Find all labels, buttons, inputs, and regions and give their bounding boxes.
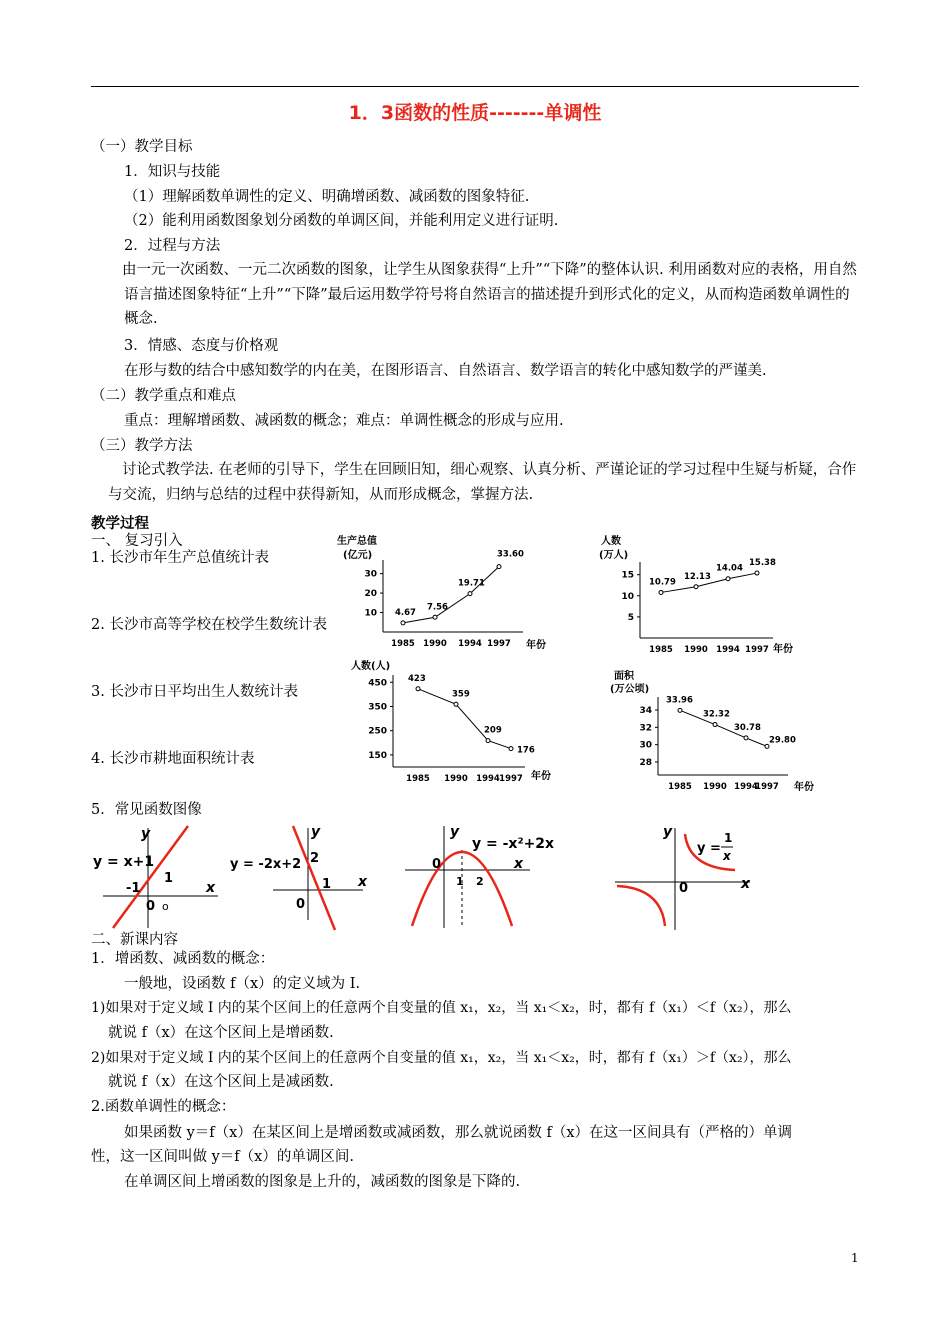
chart-gdp-point-1 — [433, 615, 437, 619]
chart-births-point-1 — [454, 702, 458, 706]
header-rule — [91, 86, 859, 87]
goal-3-text: 在形与数的结合中感知数学的内在美，在图形语言、自然语言、数学语言的转化中感知数学的严谨美. — [124, 363, 767, 379]
chart-births-point-2 — [486, 739, 490, 743]
chart-farmland-xtick-label-1: 1990 — [703, 782, 727, 792]
chart-gdp-ytick-label-1: 20 — [364, 589, 377, 600]
method-paragraph: 讨论式教学法. 在老师的引导下，学生在回顾旧知，细心观察、认真分析、严谨论证的学习过程中生疑与析疑，合作与交流，归纳与总结的过程中获得新知，从而形成概念，掌握方法. — [108, 462, 857, 503]
chart-births-xtick-label-1: 1990 — [444, 774, 468, 784]
graph1-equation: y = x+1 — [93, 854, 155, 870]
chart-births-ytick-label-2: 350 — [368, 702, 387, 713]
key-points-text: 重点：理解增函数、减函数的概念；难点：单调性概念的形成与应用. — [124, 413, 564, 429]
chart-births-data-label-2: 209 — [484, 725, 502, 736]
chart-students-data-label-1: 12.13 — [684, 571, 711, 582]
graph3-one: 1 — [456, 875, 464, 888]
graph3-two: 2 — [476, 875, 484, 888]
chart-births-point-0 — [416, 687, 420, 691]
chart-gdp-xtick-label-3: 1997 — [487, 639, 511, 649]
graph1-origin: 0 — [146, 899, 156, 914]
chart-gdp-point-3 — [497, 565, 501, 569]
chart-farmland-ytick-label-1: 30 — [639, 740, 652, 751]
chart-gdp-data-label-0: 4.67 — [395, 607, 416, 618]
chart-farmland-xtick-label-3: 1997 — [755, 782, 779, 792]
graph1-minus-one: -1 — [126, 881, 141, 896]
chart-gdp-xtick-label-0: 1985 — [391, 639, 415, 649]
graph-linear-decreasing — [228, 820, 378, 932]
chart-farmland-ytick-label-0: 28 — [639, 758, 652, 768]
graph4-denominator: x — [723, 849, 731, 863]
graph-linear-increasing — [88, 820, 228, 932]
chart-gdp-points — [395, 550, 524, 625]
chart-gdp-data-label-2: 19.71 — [458, 578, 485, 589]
graph4-x-label: x — [741, 876, 751, 892]
stat-item-1: 1. 长沙市年生产总值统计表 — [91, 550, 269, 566]
chart-students-xtick-label-2: 1994 — [716, 645, 740, 655]
chart-farmland-xlabel: 年份 — [794, 782, 814, 793]
increasing-def-line2: 就说 f（x）在这个区间上是增函数. — [108, 1025, 334, 1041]
chart-births-data-label-3: 176 — [517, 745, 535, 756]
review-heading: 一、 复习引入 — [91, 533, 183, 549]
page-number: 1 — [851, 1251, 859, 1265]
chart-students-data-label-3: 15.38 — [749, 558, 776, 569]
monotonic-def-line2: 性，这一区间叫做 y＝f（x）的单调区间. — [91, 1149, 354, 1165]
chart-births-ytick-label-1: 250 — [368, 726, 387, 737]
chart-students-ytick-label-0: 5 — [627, 612, 634, 623]
chart-gdp-xtick-label-1: 1990 — [423, 639, 447, 649]
goal-2-paragraph — [124, 258, 862, 332]
chart-farmland-points — [666, 695, 796, 748]
graph2-equation: y = -2x+2 — [230, 857, 302, 872]
graph4-curve-negative — [617, 886, 665, 926]
goal-3: 3．情感、态度与价格观 — [124, 338, 279, 354]
increasing-def-line1: 1)如果对于定义域 I 内的某个区间上的任意两个自变量的值 x₁，x₂，当 x₁＜x₂，时，都有 f（x₁）＜f（x₂），那么 — [91, 1000, 792, 1016]
chart-students-point-1 — [694, 585, 698, 589]
chart-gdp-point-0 — [401, 621, 405, 625]
page-title: 1．3函数的性质-------单调性 — [348, 102, 602, 124]
new-content-heading: 二、新课内容 — [91, 932, 178, 948]
chart-farmland-point-0 — [678, 708, 682, 712]
common-graphs-heading: 5．常见函数图像 — [91, 802, 202, 818]
chart-students-xtick-label-3: 1997 — [745, 645, 769, 655]
graph2-one: 1 — [322, 877, 332, 892]
graph2-two: 2 — [310, 851, 320, 866]
graph4-origin: 0 — [679, 881, 689, 896]
chart-births-xtick-label-2: 1994 — [476, 774, 500, 784]
chart-students — [595, 530, 815, 660]
chart-gdp-ylabel-1: 生产总值 — [337, 536, 377, 547]
graph1-y-label: y — [141, 826, 151, 842]
goal-2: 2．过程与方法 — [124, 238, 221, 254]
graph3-origin: 0 — [432, 857, 442, 872]
chart-students-point-0 — [659, 590, 663, 594]
decreasing-def-line2: 就说 f（x）在这个区间上是减函数. — [108, 1074, 334, 1090]
stat-item-3: 3. 长沙市日平均出生人数统计表 — [91, 684, 298, 700]
chart-gdp-data-label-1: 7.56 — [427, 602, 448, 613]
chart-farmland — [600, 665, 830, 795]
graph4-y-label: y — [663, 824, 673, 840]
monotonic-def-line1: 如果函数 y＝f（x）在某区间上是增函数或减函数，那么就说函数 f（x）在这一区间具有（严格的）单调 — [124, 1125, 792, 1141]
chart-farmland-data-label-0: 33.96 — [666, 695, 693, 706]
chart-gdp — [335, 530, 565, 660]
graph2-y-label: y — [311, 824, 321, 840]
chart-students-points — [649, 558, 776, 594]
chart-gdp-xlabel: 年份 — [526, 640, 546, 651]
graph2-origin: 0 — [296, 897, 306, 912]
graph3-equation: y = -x²+2x — [472, 836, 555, 852]
chart-students-ylabel-1: 人数 — [601, 536, 621, 547]
goal-1a: （1）理解函数单调性的定义、明确增函数、减函数的图象特征. — [124, 189, 530, 205]
chart-births-xtick-label-3: 1997 — [499, 774, 523, 784]
graph4-equation-lhs: y = — [697, 841, 721, 856]
section-key-points: （二）教学重点和难点 — [91, 388, 236, 404]
chart-students-point-2 — [726, 577, 730, 581]
concept-1-heading: 1．增函数、减函数的概念： — [91, 951, 275, 967]
graph-reciprocal — [605, 818, 765, 933]
chart-students-ylabel-2: (万人) — [599, 550, 629, 561]
chart-births-data-label-0: 423 — [408, 673, 426, 684]
chart-births-points — [408, 674, 535, 756]
chart-farmland-ylabel-2: (万公顷) — [610, 684, 650, 695]
chart-farmland-point-1 — [713, 723, 717, 727]
chart-births-xlabel: 年份 — [531, 771, 551, 782]
chart-births-ylabel: 人数(人) — [351, 661, 391, 672]
chart-births-xtick-label-0: 1985 — [406, 774, 430, 784]
chart-farmland-point-2 — [744, 736, 748, 740]
goal-2-text: 由一元一次函数、一元二次函数的图象，让学生从图象获得“上升”“下降”的整体认识. 利用函数对应的表格，用自然语言描述图象特征“上升”“下降”最后运用数学符号将自然语言的描述提升到形式化的定义，从而构造函数单调性的概念. — [122, 262, 857, 327]
chart-births — [335, 655, 565, 785]
chart-births-point-3 — [509, 747, 513, 751]
chart-students-data-label-2: 14.04 — [716, 563, 743, 574]
chart-students-xtick-label-0: 1985 — [649, 645, 673, 655]
graph3-x-label: x — [514, 856, 524, 872]
graph2-x-label: x — [358, 874, 368, 890]
chart-students-ytick-label-1: 10 — [621, 591, 634, 602]
stat-item-2: 2. 长沙市高等学校在校学生数统计表 — [91, 617, 327, 633]
chart-students-point-3 — [755, 571, 759, 575]
chart-students-data-label-0: 10.79 — [649, 577, 676, 588]
chart-farmland-xtick-label-2: 1994 — [734, 782, 758, 792]
chart-farmland-ytick-label-2: 32 — [639, 723, 652, 734]
chart-gdp-ytick-label-0: 10 — [364, 608, 377, 619]
chart-births-ytick-label-0: 150 — [368, 750, 387, 761]
decreasing-def-line1: 2)如果对于定义域 I 内的某个区间上的任意两个自变量的值 x₁，x₂，当 x₁＜x₂，时，都有 f（x₁）＞f（x₂），那么 — [91, 1050, 792, 1066]
chart-gdp-ylabel-2: (亿元) — [343, 550, 373, 561]
section-goals: （一）教学目标 — [91, 139, 193, 155]
concept-1-intro: 一般地，设函数 f（x）的定义域为 I. — [124, 976, 361, 992]
chart-farmland-data-label-2: 30.78 — [734, 722, 761, 733]
goal-1: 1．知识与技能 — [124, 164, 221, 180]
chart-farmland-data-label-3: 29.80 — [769, 735, 796, 746]
chart-gdp-xtick-label-2: 1994 — [458, 639, 482, 649]
chart-students-xlabel: 年份 — [773, 644, 793, 655]
chart-students-xtick-label-1: 1990 — [684, 645, 708, 655]
graph1-x-label: x — [206, 880, 216, 896]
graph1-one: 1 — [164, 871, 174, 886]
stat-item-4: 4. 长沙市耕地面积统计表 — [91, 751, 255, 767]
chart-students-ticks — [621, 571, 768, 655]
chart-farmland-ylabel-1: 面积 — [614, 671, 634, 682]
monotonic-graph-note: 在单调区间上增函数的图象是上升的，减函数的图象是下降的. — [124, 1174, 521, 1190]
chart-gdp-point-2 — [468, 592, 472, 596]
graph4-numerator: 1 — [724, 831, 733, 845]
graph3-y-label: y — [450, 824, 460, 840]
chart-gdp-line — [403, 567, 499, 623]
goal-1b: （2）能利用函数图象划分函数的单调区间，并能利用定义进行证明. — [124, 213, 559, 229]
section-method: （三）教学方法 — [91, 438, 193, 454]
concept-2-heading: 2.函数单调性的概念： — [91, 1099, 236, 1115]
teaching-process-heading: 教学过程 — [91, 516, 149, 532]
chart-births-data-label-1: 359 — [452, 689, 470, 700]
graph-parabola — [400, 818, 570, 933]
chart-students-ytick-label-2: 15 — [621, 570, 634, 581]
graph1-o-mark: o — [162, 900, 169, 913]
chart-farmland-data-label-1: 32.32 — [703, 709, 730, 720]
chart-births-ytick-label-3: 450 — [368, 678, 387, 689]
chart-gdp-ytick-label-2: 30 — [364, 569, 377, 580]
chart-gdp-data-label-3: 33.60 — [497, 549, 524, 560]
chart-farmland-xtick-label-0: 1985 — [668, 782, 692, 792]
chart-farmland-ytick-label-3: 34 — [639, 706, 652, 716]
